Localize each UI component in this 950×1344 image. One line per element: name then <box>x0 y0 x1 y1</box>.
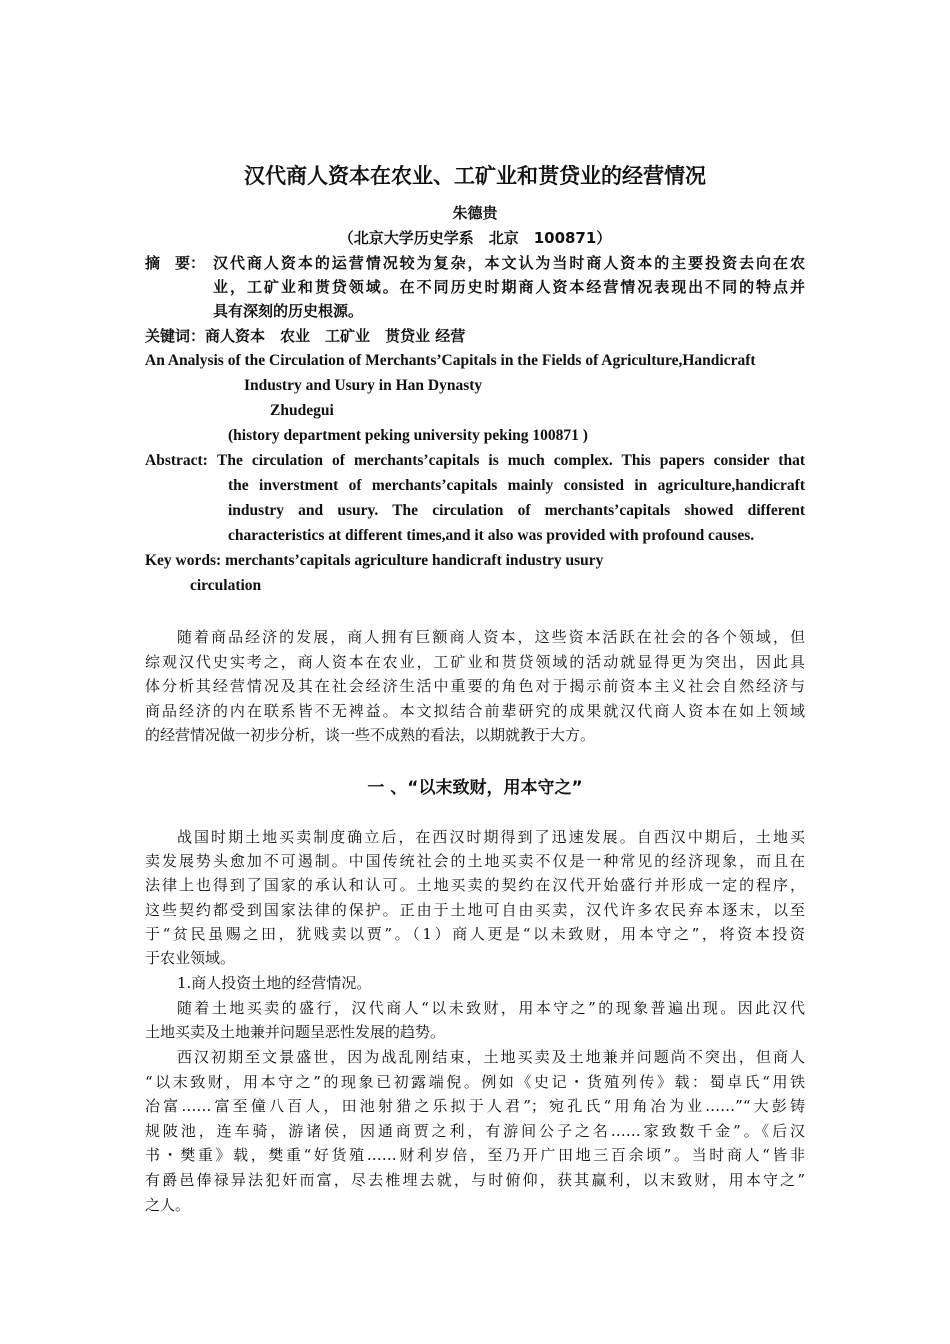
body-line: 书・樊重》载，樊重“好货殖……财利岁倍，至乃开广田地三百余顷”。当时商人“皆非 <box>145 1146 805 1164</box>
body-line: 商品经济的内在联系皆不无裨益。本文拟结合前辈研究的成果就汉代商人资本在如上领域 <box>145 702 805 720</box>
section-heading: 一 、“以末致财，用本守之” <box>367 778 583 798</box>
abstract-cn-label: 摘 要： <box>145 254 206 272</box>
body-line: 于“贫民虽赐之田，犹贱卖以贾”。（1）商人更是“以未致财，用本守之”，将资本投资 <box>145 925 805 943</box>
subheading: 1.商人投资土地的经营情况。 <box>177 974 372 992</box>
body-line: 综观汉代史实考之，商人资本在农业，工矿业和贳贷领域的活动就显得更为突出，因此具 <box>145 653 805 671</box>
author-name: 朱德贵 <box>452 204 498 222</box>
abstract-cn-line: 汉代商人资本的运营情况较为复杂，本文认为当时商人资本的主要投资去向在农 <box>213 254 805 272</box>
body-line: 有爵邑俸禄异法犯奸而富，尽去椎埋去就，与时俯仰，获其赢利，以末致财，用本守之” <box>145 1171 805 1189</box>
english-affiliation: (history department peking university peking 100871 ) <box>228 427 588 444</box>
keywords-cn: 关键词：商人资本 农业 工矿业 贳贷业 经营 <box>145 327 466 345</box>
body-line: 卖发展势头愈加不可遏制。中国传统社会的土地买卖不仅是一种常见的经济现象，而且在 <box>145 852 805 870</box>
abstract-cn-line: 业，工矿业和贳贷领域。在不同历史时期商人资本经营情况表现出不同的特点并 <box>213 278 805 296</box>
body-line: 之人。 <box>145 1196 191 1214</box>
body-line: 体分析其经营情况及其在社会经济生活中重要的角色对于揭示前资本主义社会自然经济与 <box>145 677 805 695</box>
body-line: 的经营情况做一初步分析，谈一些不成熟的看法，以期就教于大方。 <box>145 726 596 744</box>
english-abstract-label: Abstract: <box>145 452 208 469</box>
body-line: 法律上也得到了国家的承认和认可。土地买卖的契约在汉代开始盛行并形成一定的程序， <box>145 876 805 894</box>
body-line: 土地买卖及土地兼并问题呈恶性发展的趋势。 <box>145 1023 446 1041</box>
abstract-cn-line: 具有深刻的历史根源。 <box>213 302 364 320</box>
body-line: “以末致财，用本守之”的现象已初露端倪。例如《史记・货殖列传》载：蜀卓氏“用铁 <box>145 1073 805 1091</box>
english-abstract-line: The circulation of merchants’capitals is much complex. This papers consider that <box>217 452 805 469</box>
body-line: 随着商品经济的发展，商人拥有巨额商人资本，这些资本活跃在社会的各个领域，但 <box>177 628 805 646</box>
english-author: Zhudegui <box>270 402 334 419</box>
body-line: 规陂池，连车骑，游诸侯，因通商贾之利，有游间公子之名……家致数千金”。《后汉 <box>145 1122 805 1140</box>
english-keywords-cont: circulation <box>190 577 262 594</box>
english-title-line: Industry and Usury in Han Dynasty <box>244 377 483 394</box>
english-title-line: An Analysis of the Circulation of Merchants’Capitals in the Fields of Agriculture,Handicraft <box>145 352 756 369</box>
english-keywords: Key words: merchants’capitals agriculture handicraft industry usury <box>145 552 604 569</box>
body-line: 西汉初期至文景盛世，因为战乱刚结束，土地买卖及土地兼并问题尚不突出，但商人 <box>177 1048 805 1066</box>
english-abstract-line: the inverstment of merchants’capitals mainly consisted in agriculture,handicraft <box>228 477 805 494</box>
author-affiliation: （北京大学历史学系 北京 100871） <box>338 229 612 247</box>
body-line: 这些契约都受到国家法律的保护。正由于土地可自由买卖，汉代许多农民弃本逐末，以至 <box>145 901 805 919</box>
body-line: 随着土地买卖的盛行，汉代商人“以未致财，用本守之”的现象普遍出现。因此汉代 <box>177 999 805 1017</box>
english-abstract-line: industry and usury. The circulation of merchants’capitals showed different <box>228 502 805 519</box>
body-line: 冶富……富至僮八百人，田池射猎之乐拟于人君”；宛孔氏“用角冶为业……”“大彭铸 <box>145 1097 805 1115</box>
english-abstract-line: characteristics at different times,and it also was provided with profound causes. <box>228 527 755 544</box>
paper-title: 汉代商人资本在农业、工矿业和贳贷业的经营情况 <box>244 163 706 188</box>
body-line: 战国时期土地买卖制度确立后，在西汉时期得到了迅速发展。自西汉中期后，土地买 <box>177 828 805 846</box>
body-line: 于农业领域。 <box>145 949 236 967</box>
